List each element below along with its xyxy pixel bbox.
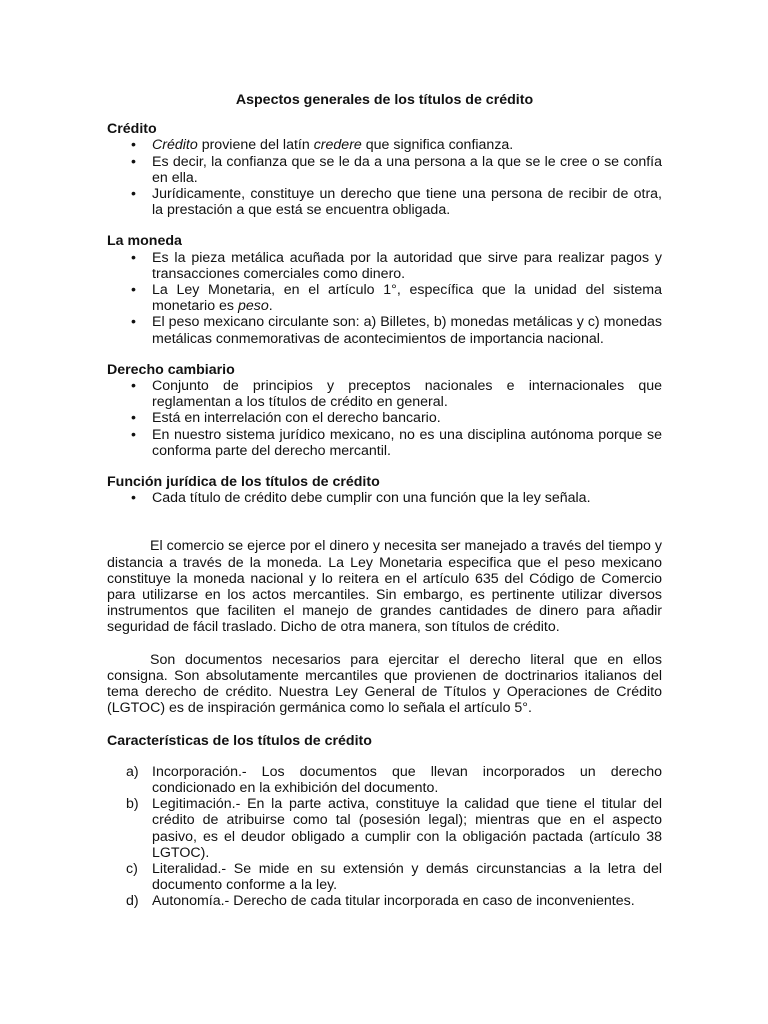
italic-term: credere: [313, 137, 362, 154]
bullet-item: • Es la pieza metálica acuñada por la autoridad que sirve para realizar pagos y transacciones comerciales como dinero.: [152, 250, 662, 282]
section-credito: [107, 121, 662, 218]
characteristic-text: Literalidad.- Se mide en su extensión y demás circunstancias a la letra del documento conforme a la ley.: [152, 860, 662, 894]
bullet-list: [107, 250, 662, 347]
document-page: [107, 92, 662, 910]
section-heading: Función jurídica de los títulos de crédito: [107, 474, 380, 491]
section-la-moneda: [107, 233, 662, 346]
bullet-item: [152, 282, 662, 314]
list-marker: d): [126, 893, 139, 910]
characteristic-text: Incorporación.- Los documentos que llevan incorporados un derecho condicionado en la exhibición del documento.: [152, 763, 662, 796]
characteristics-heading: Características de los títulos de crédito: [107, 732, 372, 749]
characteristic-item: [126, 893, 662, 910]
bullet-item: [152, 137, 662, 153]
bullet-text: La Ley Monetaria, en el artículo 1°, específica que la unidad del sistema monetario es: [152, 282, 662, 315]
bullet-item: • El peso mexicano circulante son: a) Billetes, b) monedas metálicas y c) monedas metálicas conmemorativas de acontecimientos de importancia nacional.: [152, 314, 662, 346]
bullet-item: • Jurídicamente, constituye un derecho que tiene una persona de recibir de otra, la prestación a que está se encuentra obligada.: [152, 186, 662, 218]
bullet-item: • Es decir, la confianza que se le da a una persona a la que se le cree o se confía en ella.: [152, 154, 662, 186]
body-paragraph: Son documentos necesarios para ejercitar el derecho literal que en ellos consigna. Son absolutamente mercantiles que provienen de doctrinarios italianos del tema derecho de crédito. Nuestra Ley General de Títulos y Operaciones de Crédito (LGTOC) es de inspiración germánica como lo señala el artículo 5°.: [107, 651, 662, 717]
bullet-item: • Está en interrelación con el derecho bancario.: [152, 410, 662, 426]
italic-term: Crédito: [152, 137, 198, 154]
bullet-text: que significa confianza.: [361, 137, 514, 154]
characteristic-text: Legitimación.- En la parte activa, constituye la calidad que tiene el titular del crédito de atribuirse como tal (posesión legal); mientras que en el aspecto pasivo, es el deudor obligado a cumplir con la obligación pactada (artículo 38 LGTOC).: [152, 796, 662, 861]
characteristic-text: Autonomía.- Derecho de cada titular incorporada en caso de inconvenientes.: [152, 893, 635, 910]
bullet-text: proviene del latín: [197, 137, 314, 154]
characteristic-item: [126, 860, 662, 894]
italic-term: peso: [237, 298, 269, 315]
bullet-item: • Cada título de crédito debe cumplir con una función que la ley señala.: [152, 490, 662, 506]
bullet-list: [107, 490, 662, 506]
bullet-list: [107, 137, 662, 218]
body-paragraph: El comercio se ejerce por el dinero y necesita ser manejado a través del tiempo y distancia a través de la moneda. La Ley Monetaria especifica que el peso mexicano constituye la moneda nacional y lo reitera en el artículo 635 del Código de Comercio para utilizarse en los actos mercantiles. Sin embargo, es pertinente utilizar diversos instrumentos que faciliten el manejo de grandes cantidades de dinero para añadir seguridad de fácil traslado. Dicho de otra manera, son títulos de crédito.: [107, 538, 662, 636]
section-heading: Crédito: [107, 121, 157, 138]
document-title: Aspectos generales de los títulos de crédito: [235, 92, 534, 108]
list-marker: b): [126, 796, 139, 813]
section-heading: Derecho cambiario: [107, 361, 235, 378]
bullet-item: • En nuestro sistema jurídico mexicano, no es una disciplina autónoma porque se conforma parte del derecho mercantil.: [152, 427, 662, 459]
list-marker: a): [126, 763, 139, 780]
list-marker: c): [126, 860, 138, 877]
characteristic-item: [126, 796, 662, 861]
bullet-item: • Conjunto de principios y preceptos nacionales e internacionales que reglamentan a los títulos de crédito en general.: [152, 378, 662, 410]
bullet-list: [107, 378, 662, 459]
section-heading: La moneda: [107, 233, 182, 250]
section-funcion-juridica: [107, 474, 662, 506]
bullet-text: .: [268, 298, 273, 315]
section-derecho-cambiario: [107, 362, 662, 459]
characteristic-item: [126, 763, 662, 796]
characteristics-list: [107, 764, 662, 910]
